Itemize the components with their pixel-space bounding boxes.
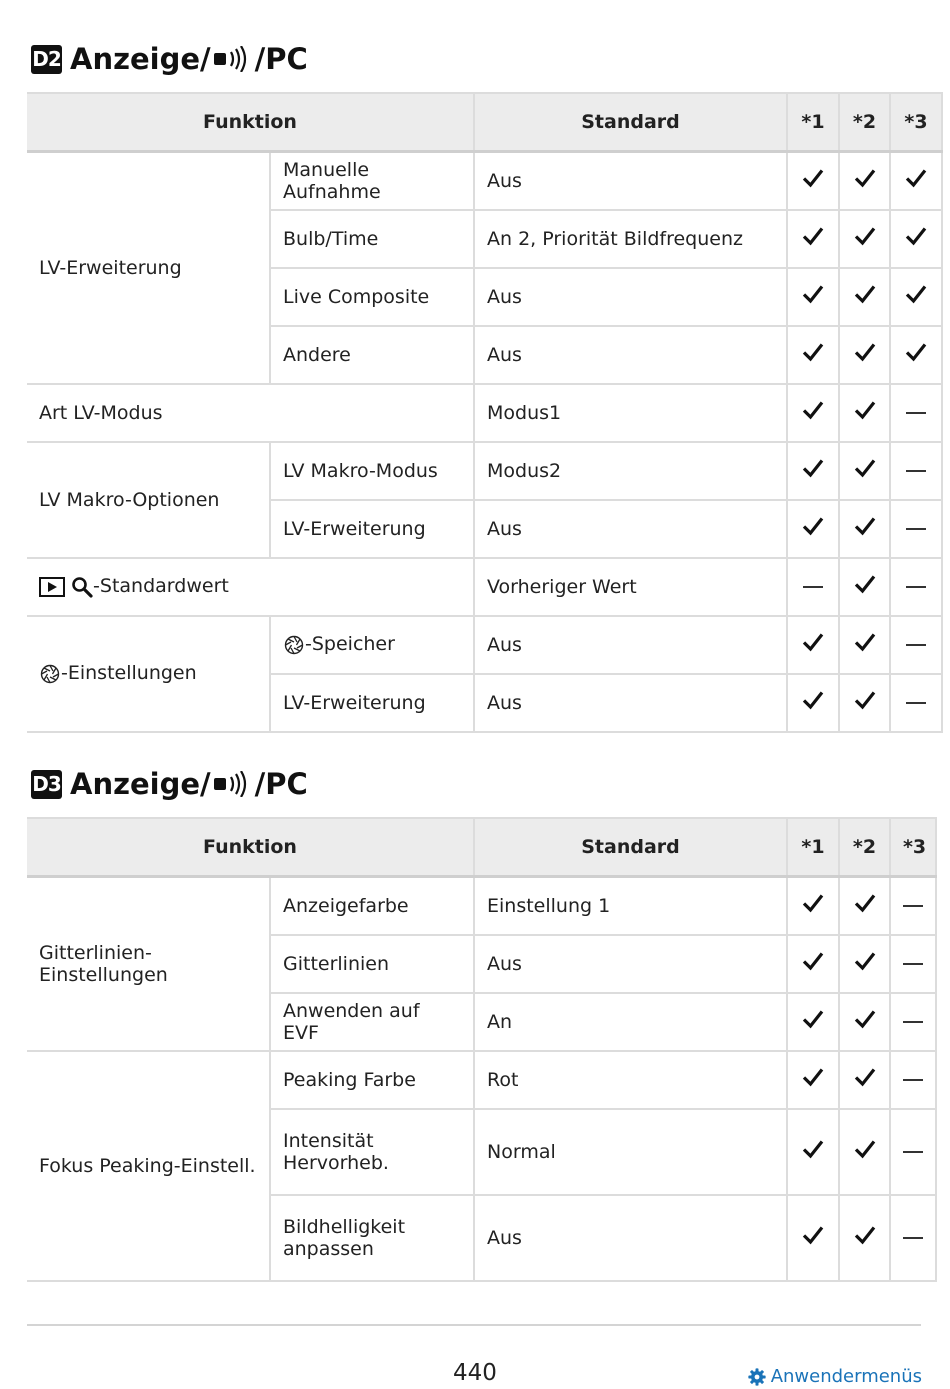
standard-value: Aus (474, 500, 787, 558)
header-col1: *1 (787, 93, 839, 152)
table-row (27, 616, 942, 674)
dash-mark (906, 644, 926, 646)
table-header-row (27, 93, 942, 152)
anwendermenus-link-label[interactable]: Anwendermenüs (770, 1366, 922, 1387)
playback-icon (39, 577, 65, 597)
title-text-part1: Anzeige/ (70, 767, 211, 801)
check-mark-icon (802, 1224, 824, 1246)
check-mark-icon (802, 457, 824, 479)
mark-cell (839, 558, 890, 616)
d3-table (27, 817, 937, 1282)
check-mark-icon (802, 167, 824, 189)
sub-function: Andere (270, 326, 474, 384)
standard-value: Aus (474, 152, 787, 210)
check-mark-icon (854, 399, 876, 421)
table-row (27, 877, 936, 935)
check-mark-icon (802, 1066, 824, 1088)
mark-cell (787, 384, 839, 442)
sub-function: LV-Erweiterung (270, 674, 474, 732)
mark-cell (890, 152, 942, 210)
standard-value: Aus (474, 935, 787, 993)
aperture-icon (283, 634, 305, 656)
title-text-part2: /PC (254, 42, 308, 76)
group-label-lv-makro: LV Makro-Optionen (27, 442, 270, 558)
mark-cell (787, 268, 839, 326)
anwendermenus-link[interactable] (748, 1366, 922, 1387)
mark-cell (839, 1109, 890, 1195)
standard-value: Rot (474, 1051, 787, 1109)
mark-cell (787, 935, 839, 993)
group-label-gitterlinien (27, 877, 270, 1051)
check-mark-icon (854, 689, 876, 711)
dash-mark (903, 905, 923, 907)
mark-cell (839, 152, 890, 210)
sub-function (270, 1195, 474, 1281)
mark-cell (890, 993, 936, 1051)
dash-mark (803, 586, 823, 588)
mark-cell (787, 1109, 839, 1195)
mark-cell (839, 326, 890, 384)
check-mark-icon (905, 283, 927, 305)
sub-function-line: Hervorheb. (283, 1151, 389, 1174)
section-heading (70, 767, 308, 801)
menu-badge-d3: D3 (31, 770, 62, 799)
check-mark-icon (802, 341, 824, 363)
mark-cell (839, 674, 890, 732)
check-mark-icon (854, 1224, 876, 1246)
mark-cell (839, 210, 890, 268)
mark-cell (839, 268, 890, 326)
check-mark-icon (802, 1138, 824, 1160)
aperture-icon (39, 663, 61, 685)
check-mark-icon (802, 892, 824, 914)
header-funktion: Funktion (27, 818, 474, 877)
gear-icon (748, 1368, 766, 1386)
wireless-icon (213, 46, 253, 72)
mark-cell (787, 993, 839, 1051)
dash-mark (906, 702, 926, 704)
mark-cell (890, 268, 942, 326)
footer-divider (27, 1324, 921, 1326)
magnifier-icon (71, 576, 93, 598)
function-art-lv-modus: Art LV-Modus (27, 384, 474, 442)
function-playback-zoom-default (27, 558, 474, 616)
mark-cell (890, 877, 936, 935)
mark-cell (890, 1195, 936, 1281)
header-col3: *3 (890, 818, 936, 877)
check-mark-icon (854, 225, 876, 247)
check-mark-icon (854, 167, 876, 189)
mark-cell (890, 616, 942, 674)
mark-cell (890, 210, 942, 268)
mark-cell (890, 558, 942, 616)
standard-value: Modus2 (474, 442, 787, 500)
dash-mark (903, 1237, 923, 1239)
standard-value: An (474, 993, 787, 1051)
check-mark-icon (905, 341, 927, 363)
check-mark-icon (854, 1066, 876, 1088)
mark-cell (890, 1109, 936, 1195)
table-row (27, 152, 942, 210)
dash-mark (906, 528, 926, 530)
check-mark-icon (905, 225, 927, 247)
dash-mark (906, 586, 926, 588)
function-label: -Standardwert (93, 575, 229, 598)
header-standard: Standard (474, 818, 787, 877)
group-label-lv-erweiterung: LV-Erweiterung (27, 152, 270, 384)
mark-cell (839, 384, 890, 442)
sub-function: Manuelle Aufnahme (270, 152, 474, 210)
header-funktion: Funktion (27, 93, 474, 152)
header-col2: *2 (839, 818, 890, 877)
group-label-line: Gitterlinien- (39, 941, 152, 964)
sub-function-line: anpassen (283, 1237, 374, 1260)
standard-value: Aus (474, 268, 787, 326)
sub-function-line: Bildhelligkeit (283, 1215, 406, 1238)
wireless-icon (213, 771, 253, 797)
sub-function: Anzeigefarbe (270, 877, 474, 935)
title-text-part2: /PC (254, 767, 308, 801)
mark-cell (787, 210, 839, 268)
sub-function-text: -Speicher (305, 633, 395, 656)
dash-mark (903, 1079, 923, 1081)
standard-value: Aus (474, 616, 787, 674)
mark-cell (890, 1051, 936, 1109)
sub-function: LV-Erweiterung (270, 500, 474, 558)
check-mark-icon (802, 689, 824, 711)
mark-cell (890, 326, 942, 384)
mark-cell (787, 326, 839, 384)
dash-mark (903, 1021, 923, 1023)
section-heading (70, 42, 308, 76)
mark-cell (787, 500, 839, 558)
mark-cell (787, 152, 839, 210)
group-label-line: Einstellungen (39, 963, 168, 986)
standard-value: Aus (474, 326, 787, 384)
mark-cell (839, 877, 890, 935)
section-title-d2 (31, 41, 308, 77)
mark-cell (787, 616, 839, 674)
check-mark-icon (854, 1008, 876, 1030)
menu-badge-d2: D2 (31, 45, 62, 74)
table-row (27, 384, 942, 442)
check-mark-icon (802, 515, 824, 537)
page-number: 440 (453, 1360, 497, 1386)
mark-cell (787, 442, 839, 500)
check-mark-icon (854, 283, 876, 305)
check-mark-icon (854, 573, 876, 595)
header-col3: *3 (890, 93, 942, 152)
sub-function (270, 1109, 474, 1195)
sub-function: Bulb/Time (270, 210, 474, 268)
check-mark-icon (802, 950, 824, 972)
standard-value: Normal (474, 1109, 787, 1195)
d2-table (27, 92, 943, 733)
standard-value: Aus (474, 674, 787, 732)
mark-cell (787, 674, 839, 732)
standard-value: Aus (474, 1195, 787, 1281)
mark-cell (839, 616, 890, 674)
mark-cell (890, 442, 942, 500)
table-header-row (27, 818, 936, 877)
mark-cell (787, 1195, 839, 1281)
group-label-fokus-peaking: Fokus Peaking-Einstell. (27, 1051, 270, 1281)
standard-value: Modus1 (474, 384, 787, 442)
standard-value: Einstellung 1 (474, 877, 787, 935)
mark-cell (839, 442, 890, 500)
table-row (27, 558, 942, 616)
dash-mark (903, 963, 923, 965)
dash-mark (906, 470, 926, 472)
check-mark-icon (905, 167, 927, 189)
sub-function: Anwenden auf EVF (270, 993, 474, 1051)
check-mark-icon (802, 399, 824, 421)
header-col1: *1 (787, 818, 839, 877)
check-mark-icon (854, 515, 876, 537)
standard-value: Vorheriger Wert (474, 558, 787, 616)
sub-function (270, 616, 474, 674)
check-mark-icon (802, 1008, 824, 1030)
header-col2: *2 (839, 93, 890, 152)
mark-cell (787, 877, 839, 935)
sub-function: Peaking Farbe (270, 1051, 474, 1109)
sub-function-line: Intensität (283, 1129, 374, 1152)
group-label-aperture-settings (27, 616, 270, 732)
mark-cell (839, 500, 890, 558)
sub-function: Gitterlinien (270, 935, 474, 993)
standard-value: An 2, Priorität Bildfrequenz (474, 210, 787, 268)
check-mark-icon (854, 950, 876, 972)
check-mark-icon (854, 892, 876, 914)
mark-cell (839, 1195, 890, 1281)
header-standard: Standard (474, 93, 787, 152)
dash-mark (906, 412, 926, 414)
table-row (27, 442, 942, 500)
table-row (27, 1051, 936, 1109)
check-mark-icon (802, 225, 824, 247)
mark-cell (839, 1051, 890, 1109)
check-mark-icon (802, 631, 824, 653)
check-mark-icon (854, 341, 876, 363)
mark-cell (839, 993, 890, 1051)
mark-cell (890, 384, 942, 442)
check-mark-icon (854, 1138, 876, 1160)
check-mark-icon (802, 283, 824, 305)
mark-cell (890, 674, 942, 732)
mark-cell (787, 1051, 839, 1109)
title-text-part1: Anzeige/ (70, 42, 211, 76)
group-label-text: -Einstellungen (61, 662, 197, 685)
dash-mark (903, 1151, 923, 1153)
mark-cell (839, 935, 890, 993)
mark-cell (787, 558, 839, 616)
sub-function: Live Composite (270, 268, 474, 326)
mark-cell (890, 500, 942, 558)
sub-function: LV Makro-Modus (270, 442, 474, 500)
mark-cell (890, 935, 936, 993)
section-title-d3 (31, 766, 308, 802)
check-mark-icon (854, 631, 876, 653)
check-mark-icon (854, 457, 876, 479)
